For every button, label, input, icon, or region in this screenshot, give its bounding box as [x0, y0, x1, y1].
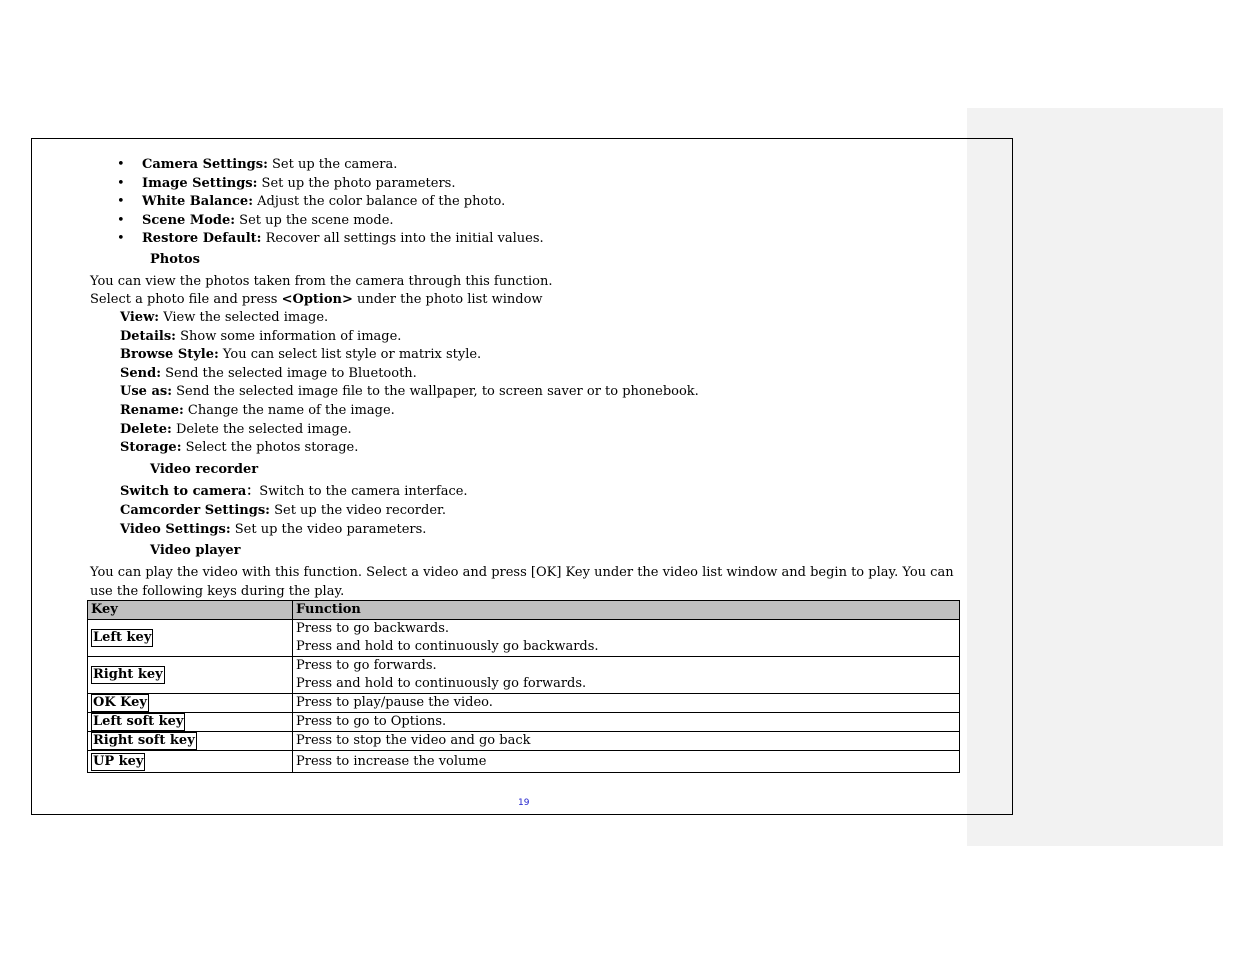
option-label: Send:	[120, 365, 161, 381]
option-label: Switch to camera：	[120, 484, 260, 499]
option-label: Storage:	[120, 440, 182, 456]
bullet-icon: •	[117, 231, 125, 247]
key-name: UP key	[93, 753, 144, 769]
option-key-label: <Option>	[281, 292, 353, 307]
list-item	[120, 328, 699, 347]
column-header-key: Key	[88, 601, 293, 620]
photos-intro: You can view the photos taken from the camera through this function.	[90, 274, 553, 289]
option-desc: Change the name of the image.	[183, 402, 395, 418]
video-recorder-heading: Video recorder	[150, 462, 259, 477]
table-row	[88, 694, 960, 713]
option-desc: You can select list style or matrix style.	[218, 347, 482, 363]
option-desc: Switch to the camera interface.	[259, 484, 468, 499]
function-text: Press to go backwards.	[296, 621, 450, 636]
bullet-icon: •	[117, 157, 125, 172]
option-desc: Set up the camera.	[267, 157, 398, 172]
table-row	[88, 751, 960, 773]
list-item	[120, 439, 699, 458]
option-label: Scene Mode:	[142, 212, 236, 228]
key-name: Right soft key	[93, 733, 195, 748]
bullet-icon: •	[117, 175, 125, 191]
option-label: Video Settings:	[120, 522, 231, 537]
video-player-intro: You can play the video with this function. Select a video and press [OK] Key under the video list window and begin to play. You can use the following keys during the play.	[90, 565, 954, 599]
camera-options-list	[117, 156, 544, 249]
key-function-table	[87, 600, 960, 773]
option-desc: Select the photos storage.	[181, 440, 359, 456]
video-player-heading: Video player	[150, 543, 241, 558]
option-label: View:	[120, 310, 160, 325]
list-item	[120, 383, 699, 402]
option-label: Rename:	[120, 402, 184, 418]
page-number: 19	[518, 798, 530, 808]
option-desc: Adjust the color balance of the photo.	[253, 194, 506, 210]
list-item	[120, 346, 699, 365]
option-desc: Set up the photo parameters.	[257, 175, 456, 191]
option-label: Camcorder Settings:	[120, 503, 270, 518]
function-text: Press to play/pause the video.	[293, 694, 960, 713]
option-label: White Balance:	[142, 194, 254, 210]
option-label: Image Settings:	[142, 175, 258, 191]
list-item	[120, 402, 699, 421]
bullet-icon: •	[117, 194, 125, 210]
option-desc: Set up the video parameters.	[230, 522, 427, 537]
option-label: Use as:	[120, 384, 172, 400]
photos-heading: Photos	[150, 252, 200, 267]
video-recorder-options-list	[120, 483, 468, 540]
option-desc: Recover all settings into the initial values.	[261, 231, 544, 247]
table-header-row	[88, 601, 960, 620]
bullet-icon: •	[117, 212, 125, 228]
column-header-function: Function	[293, 601, 960, 620]
function-text: Press to increase the volume	[293, 751, 960, 773]
table-row	[88, 620, 960, 657]
document-page	[31, 138, 1013, 815]
list-item	[117, 230, 544, 249]
list-item	[120, 483, 468, 502]
list-item	[117, 193, 544, 212]
key-name: Left soft key	[93, 714, 184, 729]
list-item	[117, 212, 544, 231]
option-desc: Set up the scene mode.	[235, 212, 394, 228]
option-desc: View the selected image.	[159, 310, 329, 325]
table-row	[88, 657, 960, 694]
function-text: Press to go to Options.	[293, 713, 960, 732]
option-desc: Show some information of image.	[175, 328, 402, 344]
function-text: Press and hold to continuously go backwards.	[296, 639, 599, 654]
list-item	[120, 502, 468, 521]
list-item	[120, 309, 699, 328]
key-name: OK Key	[93, 695, 147, 710]
table-row	[88, 713, 960, 732]
list-item	[117, 156, 544, 175]
option-label: Browse Style:	[120, 347, 219, 363]
list-item	[120, 521, 468, 540]
list-item	[117, 175, 544, 194]
option-desc: Delete the selected image.	[171, 421, 352, 437]
option-label: Details:	[120, 328, 176, 344]
option-desc: Set up the video recorder.	[269, 503, 446, 518]
select-prefix: Select a photo file and press	[90, 292, 282, 307]
table-row	[88, 732, 960, 751]
option-label: Delete:	[120, 421, 172, 437]
function-text: Press to stop the video and go back	[293, 732, 960, 751]
key-name: Left key	[93, 630, 152, 645]
photos-select-line	[90, 291, 543, 308]
function-text: Press to go forwards.	[296, 658, 437, 673]
option-label: Camera Settings:	[142, 157, 268, 172]
list-item	[120, 421, 699, 440]
option-label: Restore Default:	[142, 231, 262, 247]
key-name: Right key	[93, 667, 163, 682]
photo-options-list	[120, 309, 699, 458]
select-suffix: under the photo list window	[352, 292, 543, 307]
option-desc: Send the selected image file to the wallpaper, to screen saver or to phonebook.	[172, 384, 699, 400]
list-item	[120, 365, 699, 384]
function-text: Press and hold to continuously go forwards.	[296, 676, 587, 691]
option-desc: Send the selected image to Bluetooth.	[161, 365, 417, 381]
